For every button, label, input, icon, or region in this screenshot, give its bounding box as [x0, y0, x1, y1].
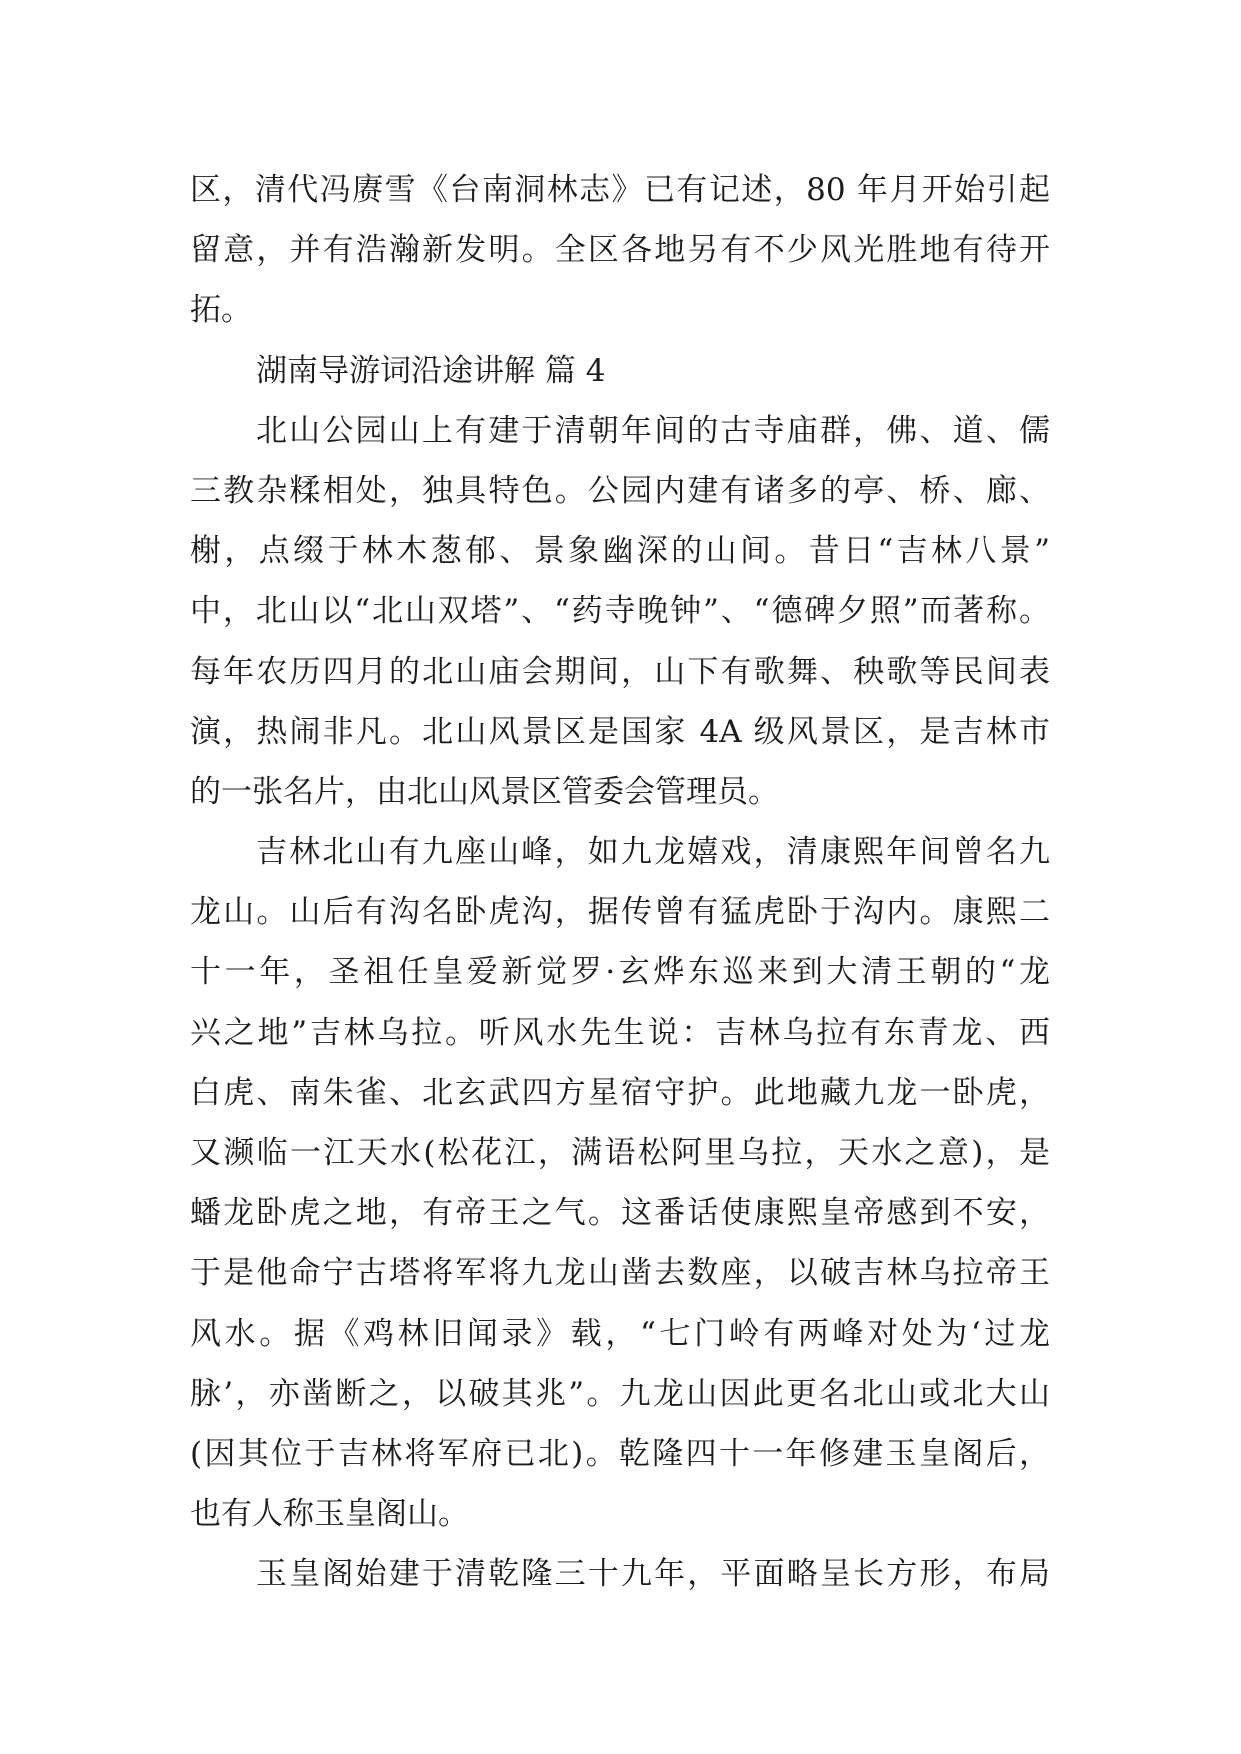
text-line: 的一张名片，由北山风景区管委会管理员。	[190, 773, 779, 810]
text-line: 兴之地”吉林乌拉。听风水先生说：吉林乌拉有东青龙、西	[190, 1014, 1050, 1051]
text-line: 榭，点缀于林木葱郁、景象幽深的山间。昔日“吉林八景”	[190, 533, 1050, 570]
text-line: 蟠龙卧虎之地，有帝王之气。这番话使康熙皇帝感到不安，	[190, 1195, 1050, 1232]
text-line: 三教杂糅相处，独具特色。公园内建有诸多的亭、桥、廊、	[190, 472, 1050, 509]
text-line: 于是他命宁古塔将军将九龙山凿去数座，以破吉林乌拉帝王	[190, 1255, 1050, 1292]
text-line: 风水。据《鸡林旧闻录》载，“七门岭有两峰对处为‘过龙	[190, 1315, 1050, 1352]
text-line: (因其位于吉林将军府已北)。乾隆四十一年修建玉皇阁后，	[190, 1435, 1050, 1472]
section-heading: 湖南导游词沿途讲解 篇 4	[256, 352, 606, 389]
text-line: 区，清代冯赓雪《台南洞林志》已有记述，80 年月开始引起	[190, 172, 1050, 208]
text-line: 十一年，圣祖任皇爱新觉罗·玄烨东巡来到大清王朝的“龙	[190, 954, 1050, 991]
text-line: 吉林北山有九座山峰，如九龙嬉戏，清康熙年间曾名九	[256, 834, 1050, 871]
text-line: 白虎、南朱雀、北玄武四方星宿守护。此地藏九龙一卧虎，	[190, 1074, 1050, 1111]
text-line: 也有人称玉皇阁山。	[190, 1496, 469, 1533]
text-line: 拓。	[190, 292, 252, 329]
text-line: 又濒临一江天水(松花江，满语松阿里乌拉，天水之意)，是	[190, 1135, 1050, 1171]
text-line: 留意，并有浩瀚新发明。全区各地另有不少风光胜地有待开	[190, 232, 1050, 269]
text-line: 龙山。山后有沟名卧虎沟，据传曾有猛虎卧于沟内。康熙二	[190, 894, 1050, 931]
text-line: 每年农历四月的北山庙会期间，山下有歌舞、秧歌等民间表	[190, 653, 1050, 690]
text-line: 脉’，亦凿断之，以破其兆”。九龙山因此更名北山或北大山	[190, 1375, 1050, 1412]
text-line: 玉皇阁始建于清乾隆三十九年，平面略呈长方形，布局	[256, 1556, 1050, 1593]
text-line: 北山公园山上有建于清朝年间的古寺庙群，佛、道、儒	[256, 412, 1050, 449]
document-page	[190, 160, 1050, 1605]
text-line: 中，北山以“北山双塔”、“药寺晚钟”、“德碑夕照”而著称。	[190, 593, 1050, 630]
text-line: 演，热闹非凡。北山风景区是国家 4A 级风景区，是吉林市	[190, 713, 1050, 750]
